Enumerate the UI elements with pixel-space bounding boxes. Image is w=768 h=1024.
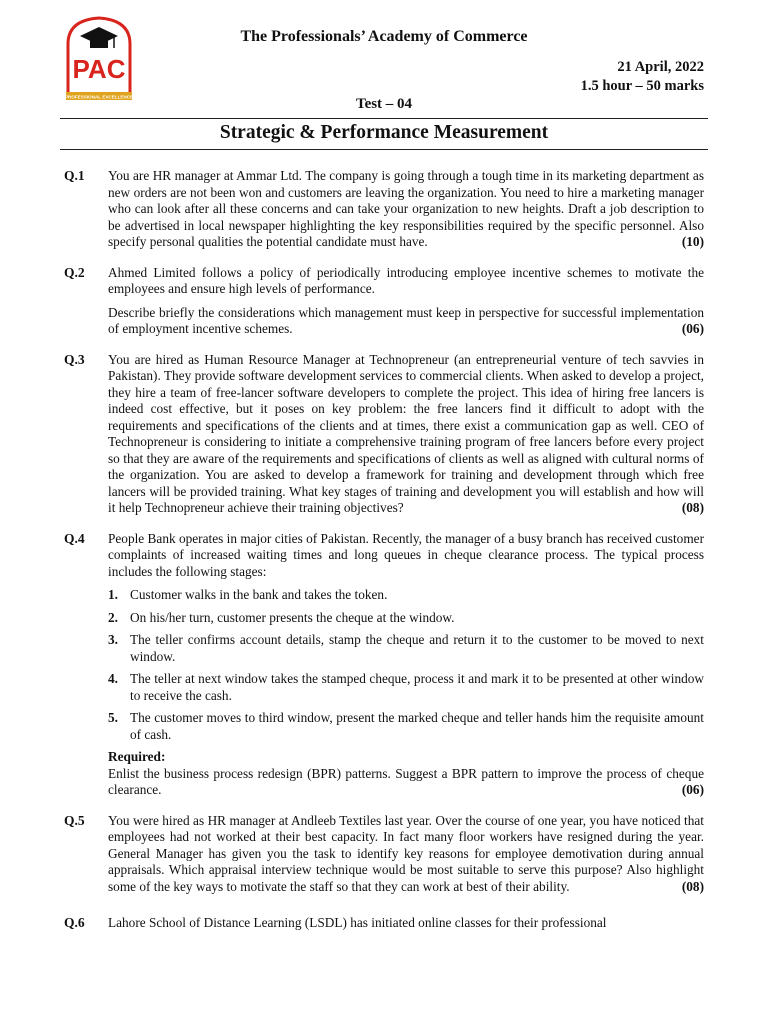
question-text: You were hired as HR manager at Andleeb Textiles last year. Over the course of one year, you have noticed that employees had not worked at their best capacity. In fact many floor workers have resigned during the year. General Manager has given you the task to identify key reasons for employee demotivation during annual appraisals. Which appraisal interview technique would be most suitable to serve this purpose? Also highlight some of the key ways to motivate the staff so that they can work at best of their ability. — [108, 812, 704, 894]
question-text: Lahore School of Distance Learning (LSDL) has initiated online classes for their professional — [108, 915, 607, 930]
list-item — [108, 610, 704, 627]
list-item — [108, 671, 704, 704]
step-number: 5. — [108, 710, 118, 725]
question-body — [108, 168, 704, 251]
test-number: Test – 04 — [355, 96, 413, 112]
question-instruction: Describe briefly the considerations which management must keep in perspective for successful implementation of employment incentive schemes. — [108, 304, 704, 336]
test-date: 21 April, 2022 — [617, 59, 704, 75]
question-text: You are HR manager at Ammar Ltd. The company is going through a tough time in its marketing department as new orders are not been won and customers are leaving the organization. You need to hire a marketing manager who can look after all these concerns and can take your organization to new heights. Draft a job description to be advertised in local newspaper highlighting the key responsibilities required by the specific personnel. Also specify personal qualities the potential candidate must have. — [108, 168, 704, 249]
question-6 — [64, 915, 704, 932]
test-meta — [581, 58, 704, 96]
question-number: Q.2 — [64, 264, 85, 280]
question-marks: (08) — [681, 878, 704, 894]
question-number: Q.1 — [64, 168, 85, 183]
question-text: People Bank operates in major cities of Pakistan. Recently, the manager of a busy branch has received customer complaints of increased waiting times and long queues in cheque clearance process. The typical process includes the following stages: — [108, 530, 704, 579]
question-list — [64, 168, 704, 946]
list-item — [108, 587, 704, 604]
header-rule-bottom — [60, 149, 708, 150]
step-number: 2. — [108, 609, 118, 625]
process-steps — [108, 587, 704, 743]
question-marks: (08) — [681, 500, 704, 515]
question-body — [108, 265, 704, 338]
step-number: 3. — [108, 632, 118, 647]
question-text: Ahmed Limited follows a policy of periodically introducing employee incentive schemes to motivate the employees and ensure high levels of performance. — [108, 264, 704, 296]
step-text: Customer walks in the bank and takes the token. — [130, 587, 388, 602]
list-item — [108, 710, 704, 743]
question-marks: (06) — [681, 321, 704, 336]
logo-tagline: PROFESSIONAL EXCELLENCE — [64, 94, 134, 100]
question-number: Q.4 — [64, 530, 85, 546]
step-number: 1. — [108, 587, 118, 602]
list-item — [108, 632, 704, 665]
question-body — [108, 352, 704, 517]
step-text: The teller at next window takes the stamped cheque, process it and mark it to be presented at other window to receive the cash. — [130, 671, 704, 703]
question-5 — [64, 813, 704, 896]
required-text: Enlist the business process redesign (BPR) patterns. Suggest a BPR pattern to improve the process of cheque clearance. — [108, 765, 704, 797]
question-number: Q.3 — [64, 351, 85, 367]
question-number: Q.5 — [64, 812, 85, 828]
question-number: Q.6 — [64, 915, 85, 930]
subject-title: Strategic & Performance Measurement — [219, 122, 549, 143]
organization-name: The Professionals’ Academy of Commerce — [240, 28, 528, 45]
question-body — [108, 915, 704, 932]
question-4 — [64, 531, 704, 799]
required-label: Required: — [108, 749, 166, 764]
step-text: On his/her turn, customer presents the cheque at the window. — [130, 609, 455, 625]
question-2 — [64, 265, 704, 338]
step-number: 4. — [108, 671, 118, 686]
question-3 — [64, 352, 704, 517]
question-body — [108, 813, 704, 896]
question-marks: (06) — [681, 782, 704, 797]
question-marks: (10) — [681, 234, 704, 249]
question-1 — [64, 168, 704, 251]
header-rule-top — [60, 118, 708, 119]
test-duration: 1.5 hour – 50 marks — [580, 78, 704, 94]
step-text: The teller confirms account details, stamp the cheque and return it to the customer to be moved to next window. — [130, 632, 704, 664]
step-text: The customer moves to third window, present the marked cheque and teller hands him the requisite amount of cash. — [130, 710, 704, 742]
question-text: You are hired as Human Resource Manager at Technopreneur (an entrepreneurial venture of tech savvies in Pakistan). They provide software development services to commercial clients. When asked to develop a project, they hire a team of free-lancer software developers to complete the project. This idea of hiring free lancers is indeed cost effective, but it poses on key problem: the free lancers find it difficult to adopt with the requirements and specifications of the clients and at times, there exist a communication gap as well. CEO of Technopreneur is considering to initiate a comprehensive training program of free lancers before every project so that they are aware of the requirements and specifications of clients as well as aligned with cultural norms of the organization. You are asked to develop a framework for training and development through which free lancers will be provided training. What key stages of training and development you will establish and how will it help Technopreneur achieve their training objectives? — [108, 351, 704, 515]
logo-text: PAC — [72, 54, 126, 84]
question-body — [108, 531, 704, 799]
